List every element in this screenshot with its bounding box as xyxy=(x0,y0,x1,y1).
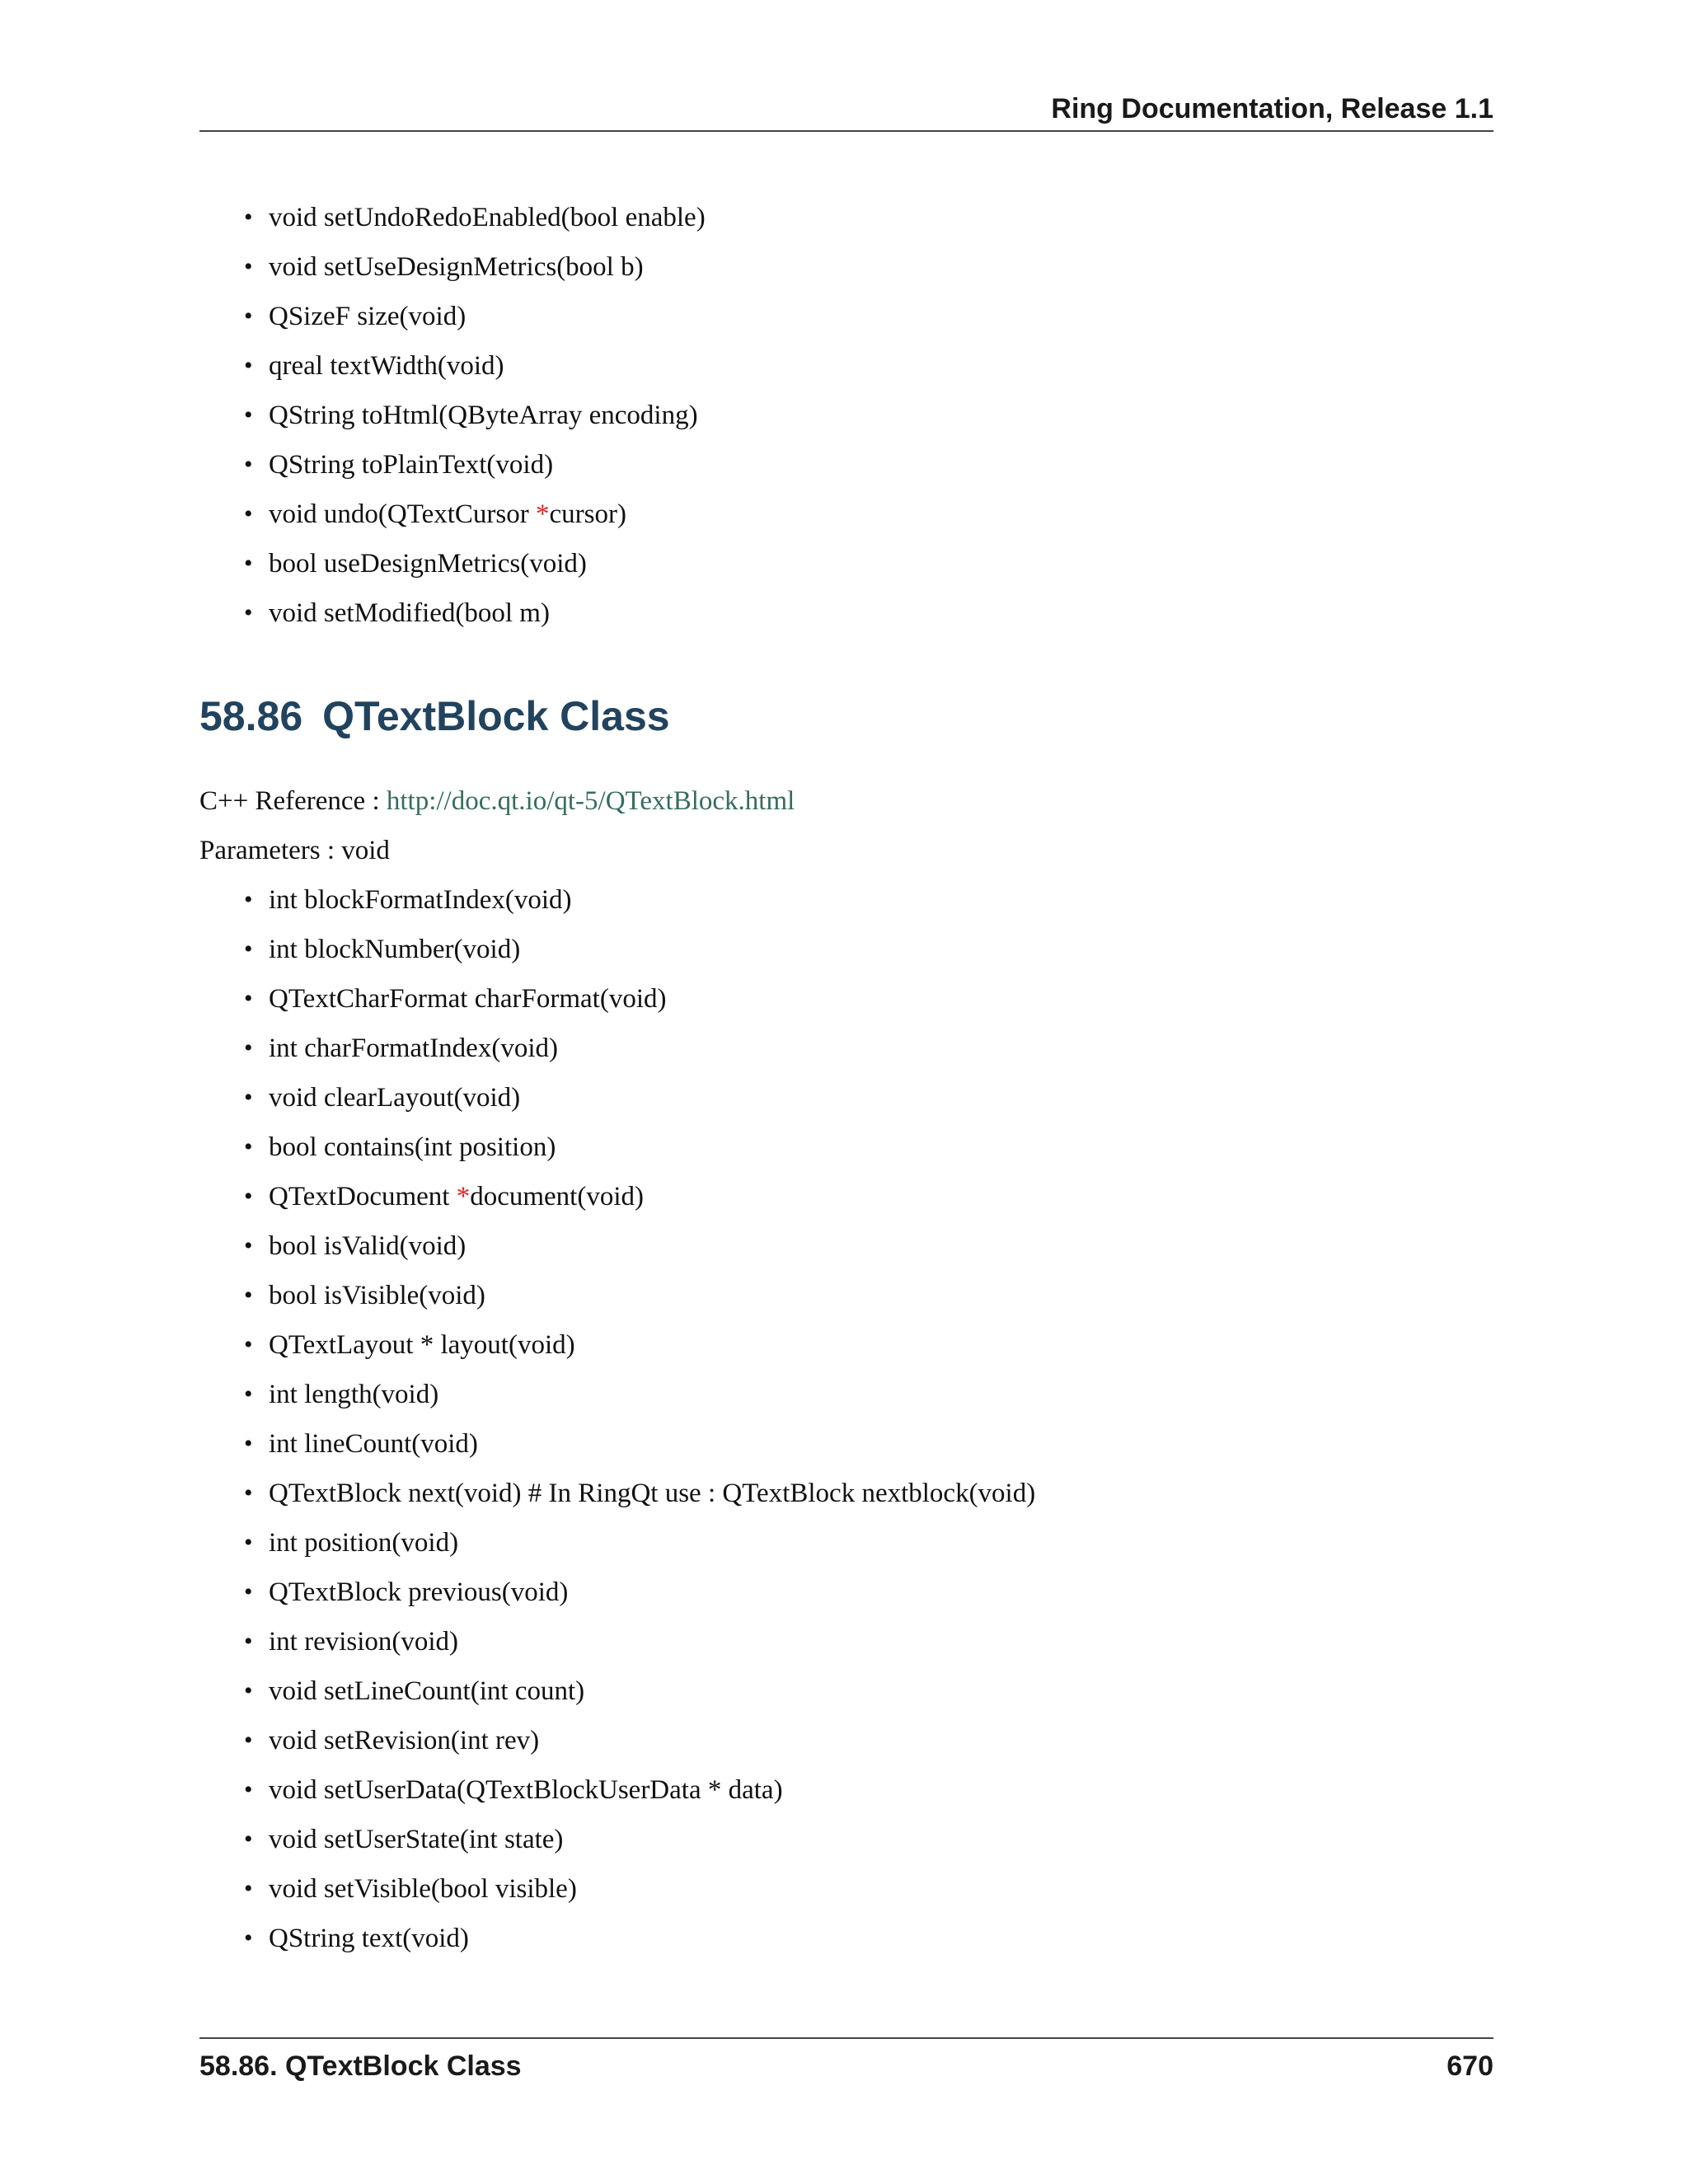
method-list-continued xyxy=(244,193,706,638)
list-item xyxy=(244,925,1035,974)
list-item-text: void undo(QTextCursor xyxy=(269,499,536,529)
list-item-text: QString toHtml(QByteArray encoding) xyxy=(269,401,698,430)
list-item-text: int charFormatIndex(void) xyxy=(269,1033,558,1063)
list-item xyxy=(244,1419,1035,1469)
reference-label: C++ Reference : xyxy=(199,786,387,816)
list-item xyxy=(244,1271,1035,1320)
emphasis-star: * xyxy=(536,499,550,529)
list-item-text: QTextBlock previous(void) xyxy=(269,1577,569,1607)
list-item-text: int lineCount(void) xyxy=(269,1429,478,1459)
list-item-text: void clearLayout(void) xyxy=(269,1083,521,1113)
list-item xyxy=(244,588,706,638)
method-list xyxy=(244,875,1035,1963)
list-item xyxy=(244,539,706,588)
list-item xyxy=(244,1469,1035,1518)
list-item xyxy=(244,875,1035,925)
list-item xyxy=(244,193,706,242)
list-item xyxy=(244,1864,1035,1914)
list-item xyxy=(244,1815,1035,1864)
list-item-text: QTextLayout * layout(void) xyxy=(269,1330,575,1360)
list-item-text: QTextCharFormat charFormat(void) xyxy=(269,984,667,1014)
cpp-reference xyxy=(199,776,795,826)
section-heading xyxy=(199,689,670,743)
list-item xyxy=(244,242,706,292)
section-number: 58.86 xyxy=(199,693,303,739)
list-item xyxy=(244,1568,1035,1617)
list-item xyxy=(244,1518,1035,1568)
reference-link[interactable]: http://doc.qt.io/qt-5/QTextBlock.html xyxy=(386,786,795,816)
list-item-text: QString toPlainText(void) xyxy=(269,450,554,480)
list-item xyxy=(244,1370,1035,1419)
list-item xyxy=(244,341,706,391)
list-item-text: int length(void) xyxy=(269,1380,439,1409)
list-item xyxy=(244,292,706,341)
list-item-text: int blockNumber(void) xyxy=(269,935,521,964)
list-item-text: document(void) xyxy=(470,1182,644,1212)
list-item xyxy=(244,490,706,539)
list-item-text: int blockFormatIndex(void) xyxy=(269,885,572,915)
list-item-text: void setUseDesignMetrics(bool b) xyxy=(269,252,644,282)
emphasis-star: * xyxy=(456,1182,471,1212)
section-title: QTextBlock Class xyxy=(322,693,670,739)
list-item-text: cursor) xyxy=(549,499,626,529)
list-item-text: qreal textWidth(void) xyxy=(269,351,504,381)
list-item xyxy=(244,1221,1035,1271)
list-item xyxy=(244,1716,1035,1765)
list-item-text: void setUndoRedoEnabled(bool enable) xyxy=(269,203,706,232)
page-header xyxy=(199,92,1493,132)
list-item-text: void setUserState(int state) xyxy=(269,1825,564,1854)
list-item xyxy=(244,1172,1035,1221)
list-item-text: int position(void) xyxy=(269,1528,459,1558)
page-footer xyxy=(199,2037,1493,2082)
list-item xyxy=(244,440,706,490)
footer-section-label: 58.86. QTextBlock Class xyxy=(199,2050,522,2082)
list-item-text: bool isValid(void) xyxy=(269,1231,467,1261)
list-item-text: bool contains(int position) xyxy=(269,1132,556,1162)
list-item-text: bool useDesignMetrics(void) xyxy=(269,549,587,579)
list-item-text: void setUserData(QTextBlockUserData * data) xyxy=(269,1775,783,1805)
parameters-line: Parameters : void xyxy=(199,836,390,865)
list-item xyxy=(244,1617,1035,1666)
list-item xyxy=(244,974,1035,1024)
list-item-text: QTextBlock next(void) # In RingQt use : QTextBlock nextblock(void) xyxy=(269,1479,1036,1508)
list-item-text: QTextDocument xyxy=(269,1182,457,1212)
list-item xyxy=(244,1914,1035,1963)
list-item xyxy=(244,1765,1035,1815)
list-item xyxy=(244,1320,1035,1370)
list-item-text: QSizeF size(void) xyxy=(269,302,467,331)
list-item-text: void setRevision(int rev) xyxy=(269,1726,540,1755)
list-item-text: void setVisible(bool visible) xyxy=(269,1874,577,1904)
document-title: Ring Documentation, Release 1.1 xyxy=(1051,93,1493,124)
list-item xyxy=(244,391,706,440)
list-item-text: void setLineCount(int count) xyxy=(269,1676,585,1706)
list-item xyxy=(244,1122,1035,1172)
list-item-text: int revision(void) xyxy=(269,1627,459,1657)
page-number: 670 xyxy=(1447,2050,1493,2082)
list-item xyxy=(244,1666,1035,1716)
list-item xyxy=(244,1073,1035,1122)
list-item-text: void setModified(bool m) xyxy=(269,598,550,628)
list-item-text: bool isVisible(void) xyxy=(269,1281,485,1310)
list-item-text: QString text(void) xyxy=(269,1924,469,1953)
list-item xyxy=(244,1024,1035,1073)
